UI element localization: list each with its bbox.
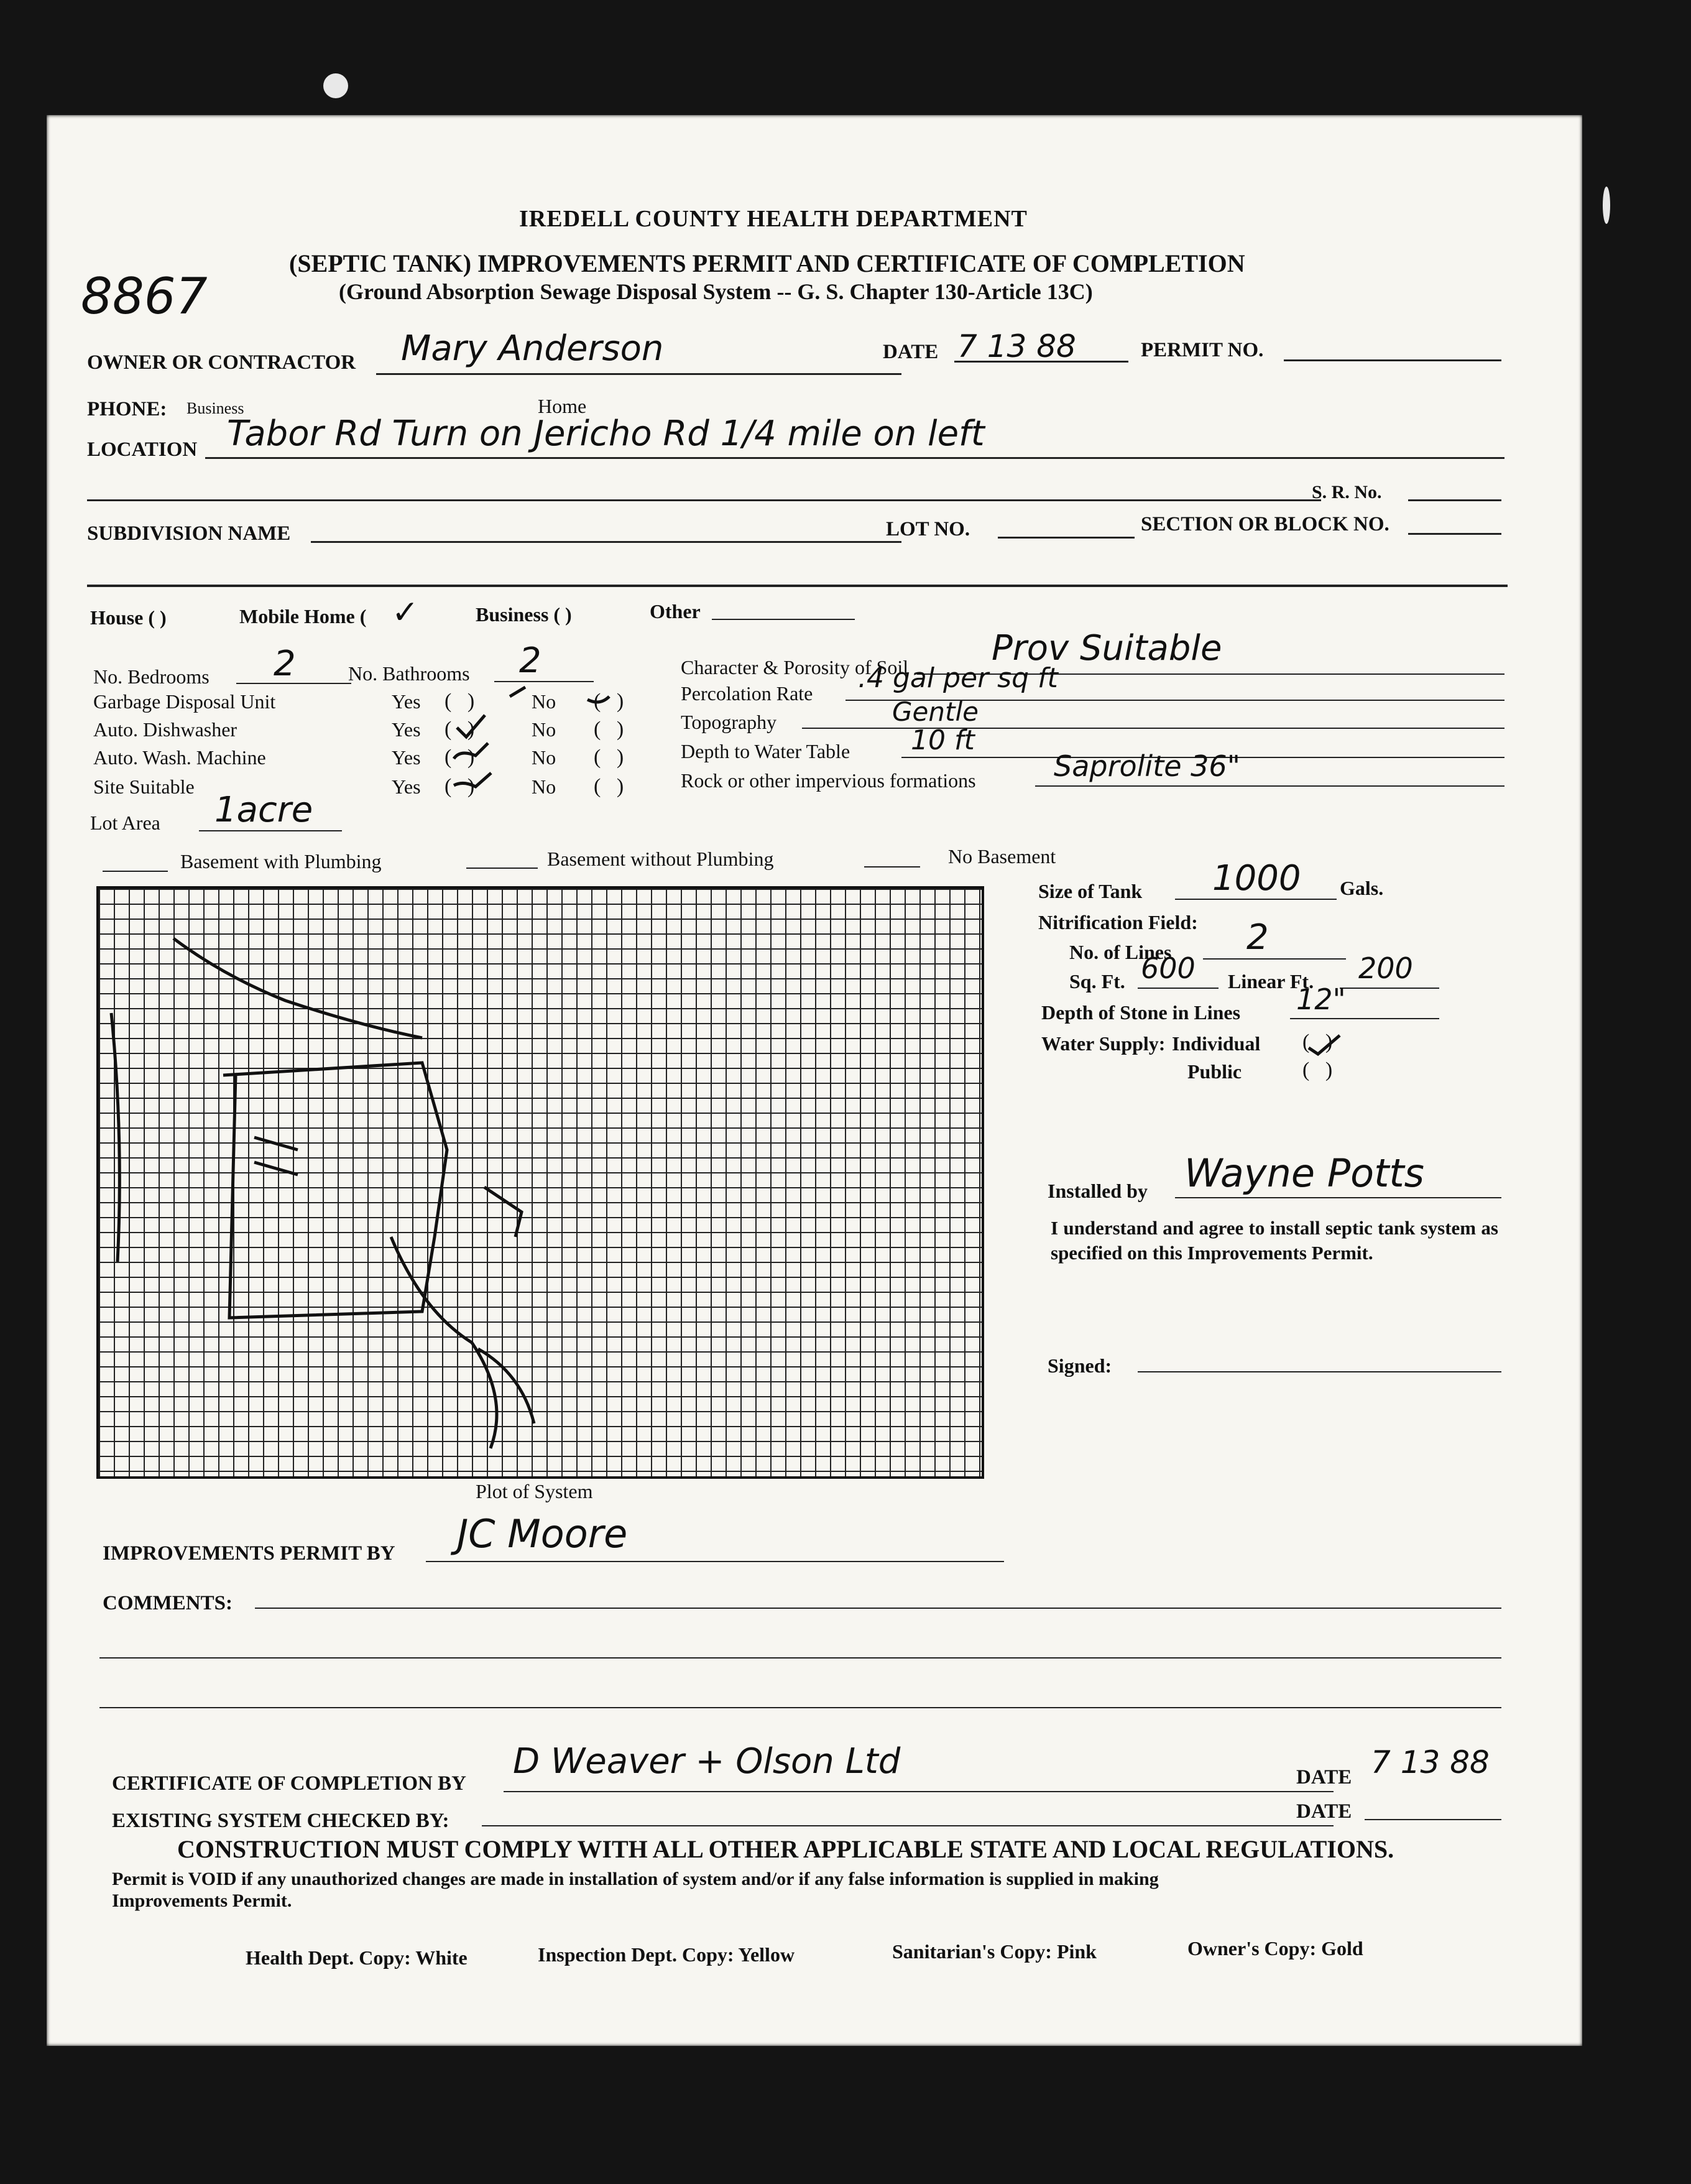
washer-yes: Yes bbox=[392, 746, 421, 769]
copy-sanitarian: Sanitarian's Copy: Pink bbox=[892, 1940, 1097, 1963]
form-subtitle: (Ground Absorption Sewage Disposal System -- G. S. Chapter 130-Article 13C) bbox=[339, 279, 1093, 304]
house-option: House ( ) bbox=[90, 606, 167, 629]
dishwasher-yes: Yes bbox=[392, 718, 421, 741]
scan-speck bbox=[323, 73, 348, 98]
lot-area-label: Lot Area bbox=[90, 812, 160, 834]
perc-rate-label: Percolation Rate bbox=[681, 682, 813, 705]
water-supply-label: Water Supply: bbox=[1041, 1032, 1166, 1055]
bedrooms-value: 2 bbox=[274, 644, 296, 684]
water-public-label: Public bbox=[1187, 1060, 1242, 1083]
phone-business-label: Business bbox=[187, 399, 244, 417]
tank-size-label: Size of Tank bbox=[1038, 880, 1143, 902]
water-table-label: Depth to Water Table bbox=[681, 740, 850, 762]
permit-no-label: PERMIT NO. bbox=[1141, 339, 1264, 361]
basement-with-plumbing: Basement with Plumbing bbox=[180, 850, 382, 872]
dishwasher-label: Auto. Dishwasher bbox=[93, 718, 237, 741]
topography-label: Topography bbox=[681, 711, 777, 733]
handwritten-number: 8867 bbox=[81, 267, 208, 325]
compliance-notice: CONSTRUCTION MUST COMPLY WITH ALL OTHER APPLICABLE STATE AND LOCAL REGULATIONS. bbox=[177, 1835, 1394, 1863]
topography-value: Gentle bbox=[892, 696, 979, 727]
lot-no-label: LOT NO. bbox=[886, 518, 970, 540]
mobile-home-option: Mobile Home ( bbox=[239, 605, 367, 627]
mobile-home-checkmark: ✓ bbox=[392, 594, 419, 631]
individual-checkmark bbox=[1302, 1029, 1352, 1060]
bathrooms-label: No. Bathrooms bbox=[348, 662, 470, 685]
section-label: SECTION OR BLOCK NO. bbox=[1141, 513, 1389, 535]
dishwasher-no: No bbox=[532, 718, 556, 741]
no-basement: No Basement bbox=[948, 845, 1056, 868]
system-sketch bbox=[99, 889, 982, 1476]
copy-owner: Owner's Copy: Gold bbox=[1187, 1937, 1363, 1960]
lines-label: No. of Lines bbox=[1069, 941, 1172, 963]
site-suitable-label: Site Suitable bbox=[93, 775, 195, 798]
date-value: 7 13 88 bbox=[957, 328, 1076, 364]
installed-by-value: Wayne Potts bbox=[1184, 1150, 1424, 1196]
certificate-date-value: 7 13 88 bbox=[1371, 1744, 1490, 1780]
certificate-date-label: DATE bbox=[1296, 1766, 1352, 1788]
soil-character-label: Character & Porosity of Soil bbox=[681, 656, 909, 678]
date-label: DATE bbox=[883, 341, 939, 363]
subdivision-label: SUBDIVISION NAME bbox=[87, 522, 291, 545]
certificate-value: D Weaver + Olson Ltd bbox=[513, 1741, 901, 1782]
garbage-label: Garbage Disposal Unit bbox=[93, 690, 276, 713]
tank-size-value: 1000 bbox=[1212, 858, 1301, 899]
void-notice-line-2: Improvements Permit. bbox=[112, 1890, 292, 1911]
installer-agreement: I understand and agree to install septic tank system as specified on this Improvements Permit. bbox=[1051, 1217, 1498, 1264]
tank-unit: Gals. bbox=[1340, 877, 1384, 899]
phone-home-label: Home bbox=[538, 395, 587, 417]
soil-character-value: Prov Suitable bbox=[992, 628, 1222, 669]
permit-by-label: IMPROVEMENTS PERMIT BY bbox=[103, 1542, 395, 1565]
phone-label: PHONE: bbox=[87, 398, 167, 420]
washer-no: No bbox=[532, 746, 556, 769]
sqft-value: 600 bbox=[1141, 951, 1196, 985]
linear-ft-value: 200 bbox=[1358, 951, 1413, 985]
sqft-label: Sq. Ft. bbox=[1069, 970, 1125, 993]
existing-date-label: DATE bbox=[1296, 1800, 1352, 1823]
stone-depth-label: Depth of Stone in Lines bbox=[1041, 1001, 1241, 1024]
water-individual-label: Individual bbox=[1172, 1032, 1261, 1055]
plot-grid bbox=[96, 886, 984, 1479]
checkbox-marks bbox=[47, 115, 730, 812]
permit-document: 8867 IREDELL COUNTY HEALTH DEPARTMENT (SEPTIC TANK) IMPROVEMENTS PERMIT AND CERTIFICATE OF COMPLETION (Ground Absorption Sewage Disposal System -- G. S. Chapter 130-Article 13C) OWNER OR CONTRACTOR Mary Anderson DATE 7 13 88 PERMIT NO. PHONE: Business Home LOCATION Tabor Rd Turn on Jericho Rd 1/4 mile on left S. R. No. SUBDIVISION NAME LOT NO. SECTION OR BLOCK NO. House ( ) Mobile Home ( ✓ Business ( ) Other No. Bedrooms 2 No. Bathrooms 2 Garbage Disposal Unit Auto. Dishwasher Auto. Wash. Machine Site Suitable Yes Yes Yes Yes ( ) ( ) ( ) ( ) No No No No ( ) ( ) ( ) ( ) Lot Area 1acre Character & Porosity of Soil Prov Suitable Percolation Rate .4 gal per sq ft Topography Gentle Depth to Water Table 10 ft Rock or other impervious formations Saprolite 36" Basement with Plumbing Basement without Plumbing No Basement Plot of System Size of Tank 1000 Gals. Nitrification Field: No. of Lines 2 Sq. Ft. 600 Linear Ft. 200 Depth of Stone in Lines 12" Water Supply: Individual ( ) Public ( ) Installed by Wayne Potts I understand and agree to install septic tank system as specified on this Improvements Permit. Signed: IMPROVEMENTS PERMIT BY JC Moore COMMENTS: CERTIFICATE OF COMPLETION BY D Weaver + Olson Ltd DATE 7 13 88 EXISTING SYSTEM CHECKED BY: DATE CONSTRUCTION MUST COMPLY WITH ALL OTHER APPLICABLE STATE AND LOCAL REGULATIONS. Permit is VOID if any unauthorized changes are made in installation of system and/or if any false information is supplied in making Improvements Permit. Health Dept. Copy: White Inspection Dept. Copy: Yellow Sanitarian's Copy: Pink Owner's Copy: Gold bbox=[47, 115, 1582, 2046]
department-title: IREDELL COUNTY HEALTH DEPARTMENT bbox=[519, 206, 1028, 232]
copy-health: Health Dept. Copy: White bbox=[246, 1946, 468, 1969]
permit-by-value: JC Moore bbox=[457, 1511, 628, 1557]
nitrification-label: Nitrification Field: bbox=[1038, 911, 1198, 933]
garbage-yes: Yes bbox=[392, 690, 421, 713]
owner-value: Mary Anderson bbox=[401, 328, 664, 369]
void-notice-line-1: Permit is VOID if any unauthorized changes are made in installation of system and/or if any false information is supplied in making bbox=[112, 1869, 1159, 1889]
basement-without-plumbing: Basement without Plumbing bbox=[547, 848, 774, 870]
sr-no-label: S. R. No. bbox=[1312, 482, 1382, 502]
lot-area-value: 1acre bbox=[214, 790, 313, 830]
signed-label: Signed: bbox=[1048, 1354, 1112, 1377]
owner-label: OWNER OR CONTRACTOR bbox=[87, 351, 356, 374]
bathrooms-value: 2 bbox=[519, 641, 541, 681]
comments-label: COMMENTS: bbox=[103, 1592, 233, 1614]
bedrooms-label: No. Bedrooms bbox=[93, 665, 210, 688]
linear-ft-label: Linear Ft. bbox=[1228, 970, 1314, 993]
site-yes: Yes bbox=[392, 775, 421, 798]
water-table-value: 10 ft bbox=[911, 724, 975, 756]
copy-inspection: Inspection Dept. Copy: Yellow bbox=[538, 1943, 795, 1966]
scan-speck bbox=[1603, 187, 1610, 224]
other-option: Other bbox=[650, 600, 701, 622]
rock-label: Rock or other impervious formations bbox=[681, 769, 976, 792]
stone-depth-value: 12" bbox=[1296, 983, 1346, 1016]
business-option: Business ( ) bbox=[476, 603, 572, 626]
installed-by-label: Installed by bbox=[1048, 1180, 1148, 1202]
existing-system-label: EXISTING SYSTEM CHECKED BY: bbox=[112, 1810, 449, 1832]
washer-label: Auto. Wash. Machine bbox=[93, 746, 266, 769]
form-title: (SEPTIC TANK) IMPROVEMENTS PERMIT AND CERTIFICATE OF COMPLETION bbox=[289, 249, 1245, 277]
location-label: LOCATION bbox=[87, 438, 198, 461]
garbage-no: No bbox=[532, 690, 556, 713]
site-no: No bbox=[532, 775, 556, 798]
lines-value: 2 bbox=[1246, 917, 1269, 958]
perc-rate-value: .4 gal per sq ft bbox=[858, 662, 1058, 694]
rock-value: Saprolite 36" bbox=[1054, 749, 1240, 783]
certificate-label: CERTIFICATE OF COMPLETION BY bbox=[112, 1772, 466, 1795]
location-value: Tabor Rd Turn on Jericho Rd 1/4 mile on left bbox=[227, 414, 985, 454]
plot-caption: Plot of System bbox=[476, 1480, 593, 1502]
